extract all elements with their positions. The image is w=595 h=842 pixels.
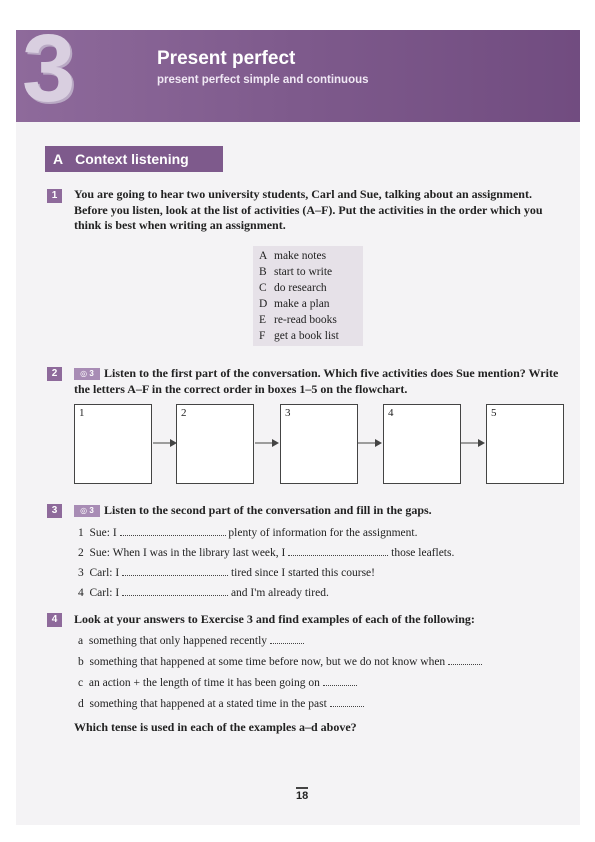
arrow-right-icon — [358, 437, 382, 449]
example-item: a something that only happened recently — [78, 633, 304, 648]
gap-fill-item: 3 Carl: I tired since I started this course! — [78, 567, 375, 579]
gap-fill-item: 4 Carl: I and I'm already tired. — [78, 587, 329, 599]
activity-item: D make a plan — [259, 298, 330, 310]
unit-number: 3 — [22, 15, 76, 122]
exercise-3-number: 3 — [47, 504, 62, 518]
flowchart-box-2[interactable]: 2 — [176, 404, 254, 484]
arrow-right-icon — [153, 437, 177, 449]
page-number: 18 — [296, 787, 308, 802]
cd-track-icon[interactable]: ◎ 3 — [74, 368, 100, 380]
gap-fill-item: 2 Sue: When I was in the library last week, I those leaflets. — [78, 547, 455, 559]
activity-list — [253, 246, 363, 346]
activity-item: F get a book list — [259, 330, 339, 342]
gap-blank[interactable] — [330, 696, 364, 707]
tense-question: Which tense is used in each of the examples a–d above? — [74, 720, 357, 734]
cd-track-icon[interactable]: ◎ 3 — [74, 505, 100, 517]
arrow-right-icon — [461, 437, 485, 449]
section-title: Context listening — [75, 151, 189, 167]
example-item: c an action + the length of time it has been going on — [78, 675, 357, 690]
gap-blank[interactable] — [122, 585, 228, 596]
activity-item: B start to write — [259, 266, 333, 278]
gap-fill-item: 1 Sue: I plenty of information for the assignment. — [78, 527, 418, 539]
flowchart-box-1[interactable]: 1 — [74, 404, 152, 484]
exercise-1-number: 1 — [47, 189, 62, 203]
example-item: d something that happened at a stated time in the past — [78, 696, 364, 711]
exercise-1-instructions: You are going to hear two university students, Carl and Sue, talking about an assignment. Before you listen, look at the list of activities (A–F). Put the activities in the order which you think is best when writing an assignment. — [74, 187, 543, 232]
gap-blank[interactable] — [448, 654, 482, 665]
exercise-2-number: 2 — [47, 367, 62, 381]
flowchart-box-3[interactable]: 3 — [280, 404, 358, 484]
gap-blank[interactable] — [323, 675, 357, 686]
arrow-right-icon — [255, 437, 279, 449]
section-header — [45, 146, 223, 172]
exercise-4-instructions: Look at your answers to Exercise 3 and find examples of each of the following: — [74, 612, 475, 626]
unit-title: Present perfect — [157, 48, 296, 69]
gap-blank[interactable] — [120, 525, 226, 536]
exercise-4-number: 4 — [47, 613, 62, 627]
flowchart-box-4[interactable]: 4 — [383, 404, 461, 484]
section-letter: A — [53, 151, 64, 167]
exercise-2-instructions: ◎ 3 Listen to the first part of the conversation. Which five activities does Sue mention? Write the letters A–F in the correct order in boxes 1–5 on the flowchart. — [74, 366, 559, 396]
unit-subtitle: present perfect simple and continuous — [157, 74, 369, 86]
gap-blank[interactable] — [270, 633, 304, 644]
exercise-3-instructions: ◎ 3 Listen to the second part of the conversation and fill in the gaps. — [74, 503, 560, 519]
example-item: b something that happened at some time before now, but we do not know when — [78, 654, 482, 669]
flowchart-box-5[interactable]: 5 — [486, 404, 564, 484]
activity-item: C do research — [259, 282, 327, 294]
gap-blank[interactable] — [122, 565, 228, 576]
activity-item: E re-read books — [259, 314, 337, 326]
activity-item: A make notes — [259, 250, 327, 262]
gap-blank[interactable] — [288, 545, 388, 556]
